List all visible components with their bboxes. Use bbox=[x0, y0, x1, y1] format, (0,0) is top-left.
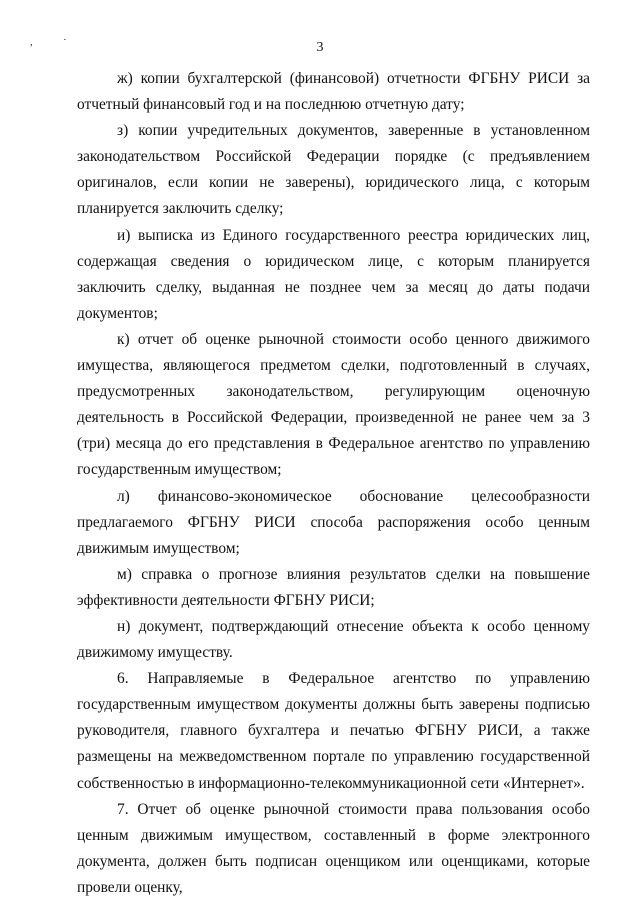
paragraph-7: 7. Отчет об оценке рыночной стоимости права пользования особо ценным движимым имуществом, составленный в форме электронного документа, должен быть подписан оценщиком или оценщиками, которые провели оценку, bbox=[77, 800, 590, 896]
paragraph-z: з) копии учредительных документов, заверенные в установленном законодательством Российской Федерации порядке (с предъявлением оригиналов, если копии не заверены), юридического лица, с которым планируется заключить сделку; bbox=[77, 122, 590, 218]
page-number: 3 bbox=[316, 40, 324, 55]
paragraph-zh: ж) копии бухгалтерской (финансовой) отчетности ФГБНУ РИСИ за отчетный финансовый год и на последнюю отчетную дату; bbox=[77, 70, 590, 114]
document-body bbox=[77, 66, 590, 901]
scan-mark: · bbox=[63, 34, 67, 46]
paragraph-n: н) документ, подтверждающий отнесение объекта к особо ценному движимому имуществу. bbox=[77, 617, 590, 662]
paragraph-l: л) финансово-экономическое обоснование целесообразности предлагаемого ФГБНУ РИСИ способа распоряжения особо ценным движимым имуществом; bbox=[77, 487, 590, 557]
paragraph-m: м) справка о прогнозе влияния результатов сделки на повышение эффективности деятельности ФГБНУ РИСИ; bbox=[77, 565, 590, 609]
paragraph-i: и) выписка из Единого государственного реестра юридических лиц, содержащая сведения о юридическом лице, с которым планируется заключить сделку, выданная не позднее чем за месяц до даты подачи документов; bbox=[77, 226, 590, 322]
scan-mark: , bbox=[30, 36, 33, 48]
paragraph-6: 6. Направляемые в Федеральное агентство по управлению государственным имуществом документы должны быть заверены подписью руководителя, главного бухгалтера и печатью ФГБНУ РИСИ, а также размещены на межведомственном портале по управлению государственной собственностью в информационно-телекоммуникационной сети «Интернет». bbox=[77, 670, 590, 792]
paragraph-k: к) отчет об оценке рыночной стоимости особо ценного движимого имущества, являющегося предметом сделки, подготовленный в случаях, предусмотренных законодательством, регулирующим оценочную деятельность в Российской Федерации, произведенной не ранее чем за 3 (три) месяца до его представления в Федеральное агентство по управлению государственным имуществом; bbox=[77, 330, 590, 479]
